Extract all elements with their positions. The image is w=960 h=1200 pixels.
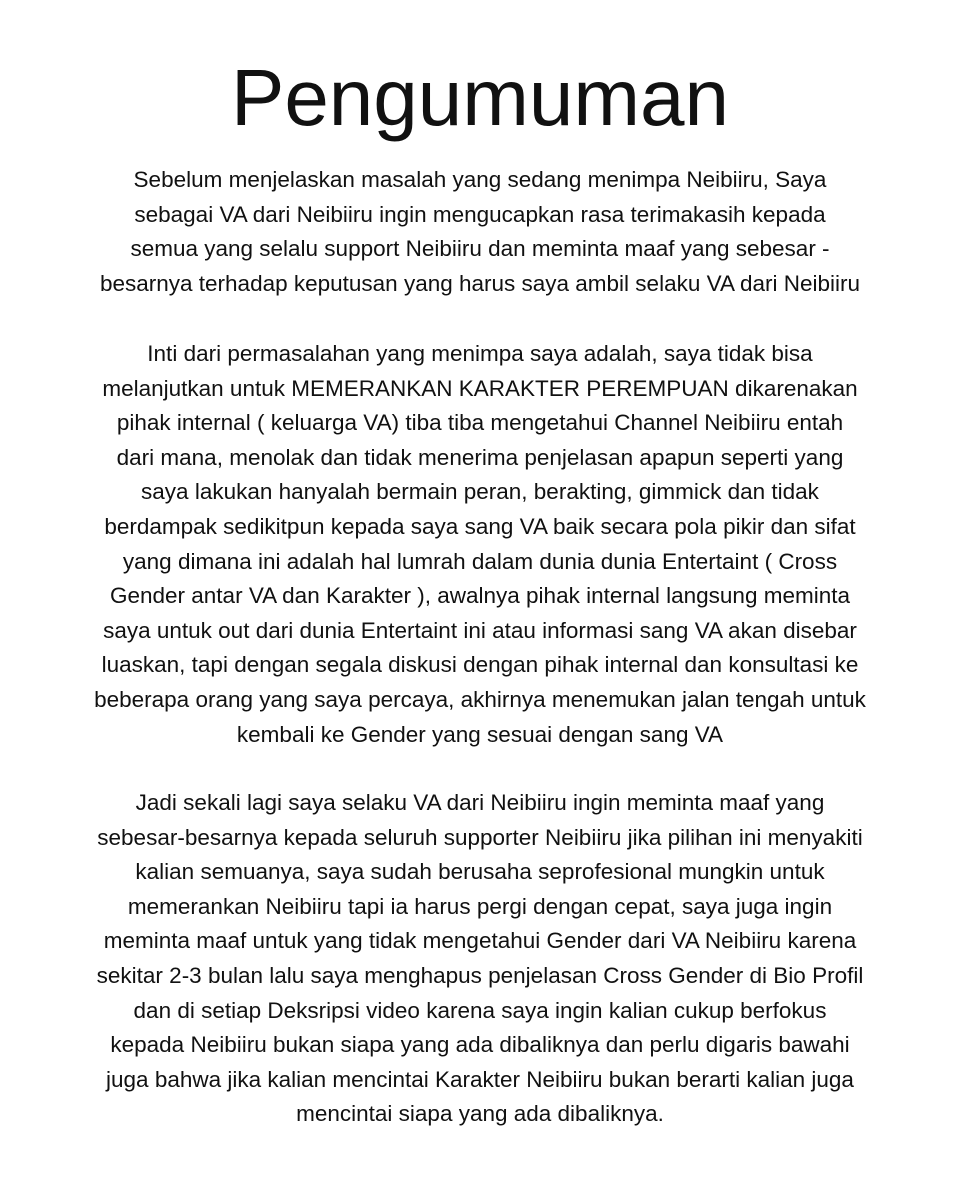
text-line: luaskan, tapi dengan segala diskusi dengan pihak internal dan konsultasi ke (101, 652, 859, 678)
text-line: yang dimana ini adalah hal lumrah dalam dunia dunia Entertaint ( Cross (122, 548, 838, 574)
text-line: mencintai siapa yang ada dibaliknya. (296, 1101, 664, 1127)
text-line: beberapa orang yang saya percaya, akhirnya menemukan jalan tengah untuk (94, 686, 866, 712)
text-line: Sebelum menjelaskan masalah yang sedang menimpa Neibiiru, Saya (133, 167, 827, 192)
text-line: Inti dari permasalahan yang menimpa saya adalah, saya tidak bisa (147, 341, 813, 366)
paragraph-intro (60, 163, 900, 301)
text-line: kembali ke Gender yang sesuai dengan sang VA (236, 721, 724, 747)
text-line: saya lakukan hanyalah bermain peran, berakting, gimmick dan tidak (141, 479, 819, 505)
text-line: besarnya terhadap keputusan yang harus saya ambil selaku VA dari Neibiiru (99, 270, 861, 296)
text-line: kepada Neibiiru bukan siapa yang ada dibaliknya dan perlu digaris bawahi (110, 1032, 850, 1058)
text-line: sebagai VA dari Neibiiru ingin mengucapkan rasa terimakasih kepada (134, 201, 826, 227)
text-line: dari mana, menolak dan tidak menerima penjelasan apapun seperti yang (116, 444, 844, 470)
text-line: sebesar-besarnya kepada seluruh supporter Neibiiru jika pilihan ini menyakiti (97, 824, 863, 850)
text-line: juga bahwa jika kalian mencintai Karakter Neibiiru bukan berarti kalian juga (106, 1066, 854, 1092)
paragraph-apology (60, 786, 900, 1132)
text-line: sekitar 2-3 bulan lalu saya menghapus penjelasan Cross Gender di Bio Profil (96, 962, 864, 988)
text-line: memerankan Neibiiru tapi ia harus pergi dengan cepat, saya juga ingin (127, 893, 833, 919)
paragraph-problem (60, 337, 900, 752)
text-line: kalian semuanya, saya sudah berusaha seprofesional mungkin untuk (135, 859, 825, 885)
page-title: Pengumuman (230, 53, 730, 142)
text-line: Jadi sekali lagi saya selaku VA dari Neibiiru ingin meminta maaf yang (135, 790, 825, 815)
text-line: melanjutkan untuk MEMERANKAN KARAKTER PEREMPUAN dikarenakan (102, 375, 858, 401)
text-line: pihak internal ( keluarga VA) tiba tiba mengetahui Channel Neibiiru entah (116, 410, 844, 436)
text-line: Gender antar VA dan Karakter ), awalnya pihak internal langsung meminta (109, 583, 850, 609)
text-line: berdampak sedikitpun kepada saya sang VA baik secara pola pikir dan sifat (104, 513, 856, 539)
text-line: saya untuk out dari dunia Entertaint ini atau informasi sang VA akan disebar (103, 617, 857, 643)
text-line: semua yang selalu support Neibiiru dan meminta maaf yang sebesar - (130, 236, 830, 262)
text-line: dan di setiap Deksripsi video karena saya ingin kalian cukup berfokus (133, 997, 827, 1023)
text-line: meminta maaf untuk yang tidak mengetahui Gender dari VA Neibiiru karena (103, 928, 857, 954)
